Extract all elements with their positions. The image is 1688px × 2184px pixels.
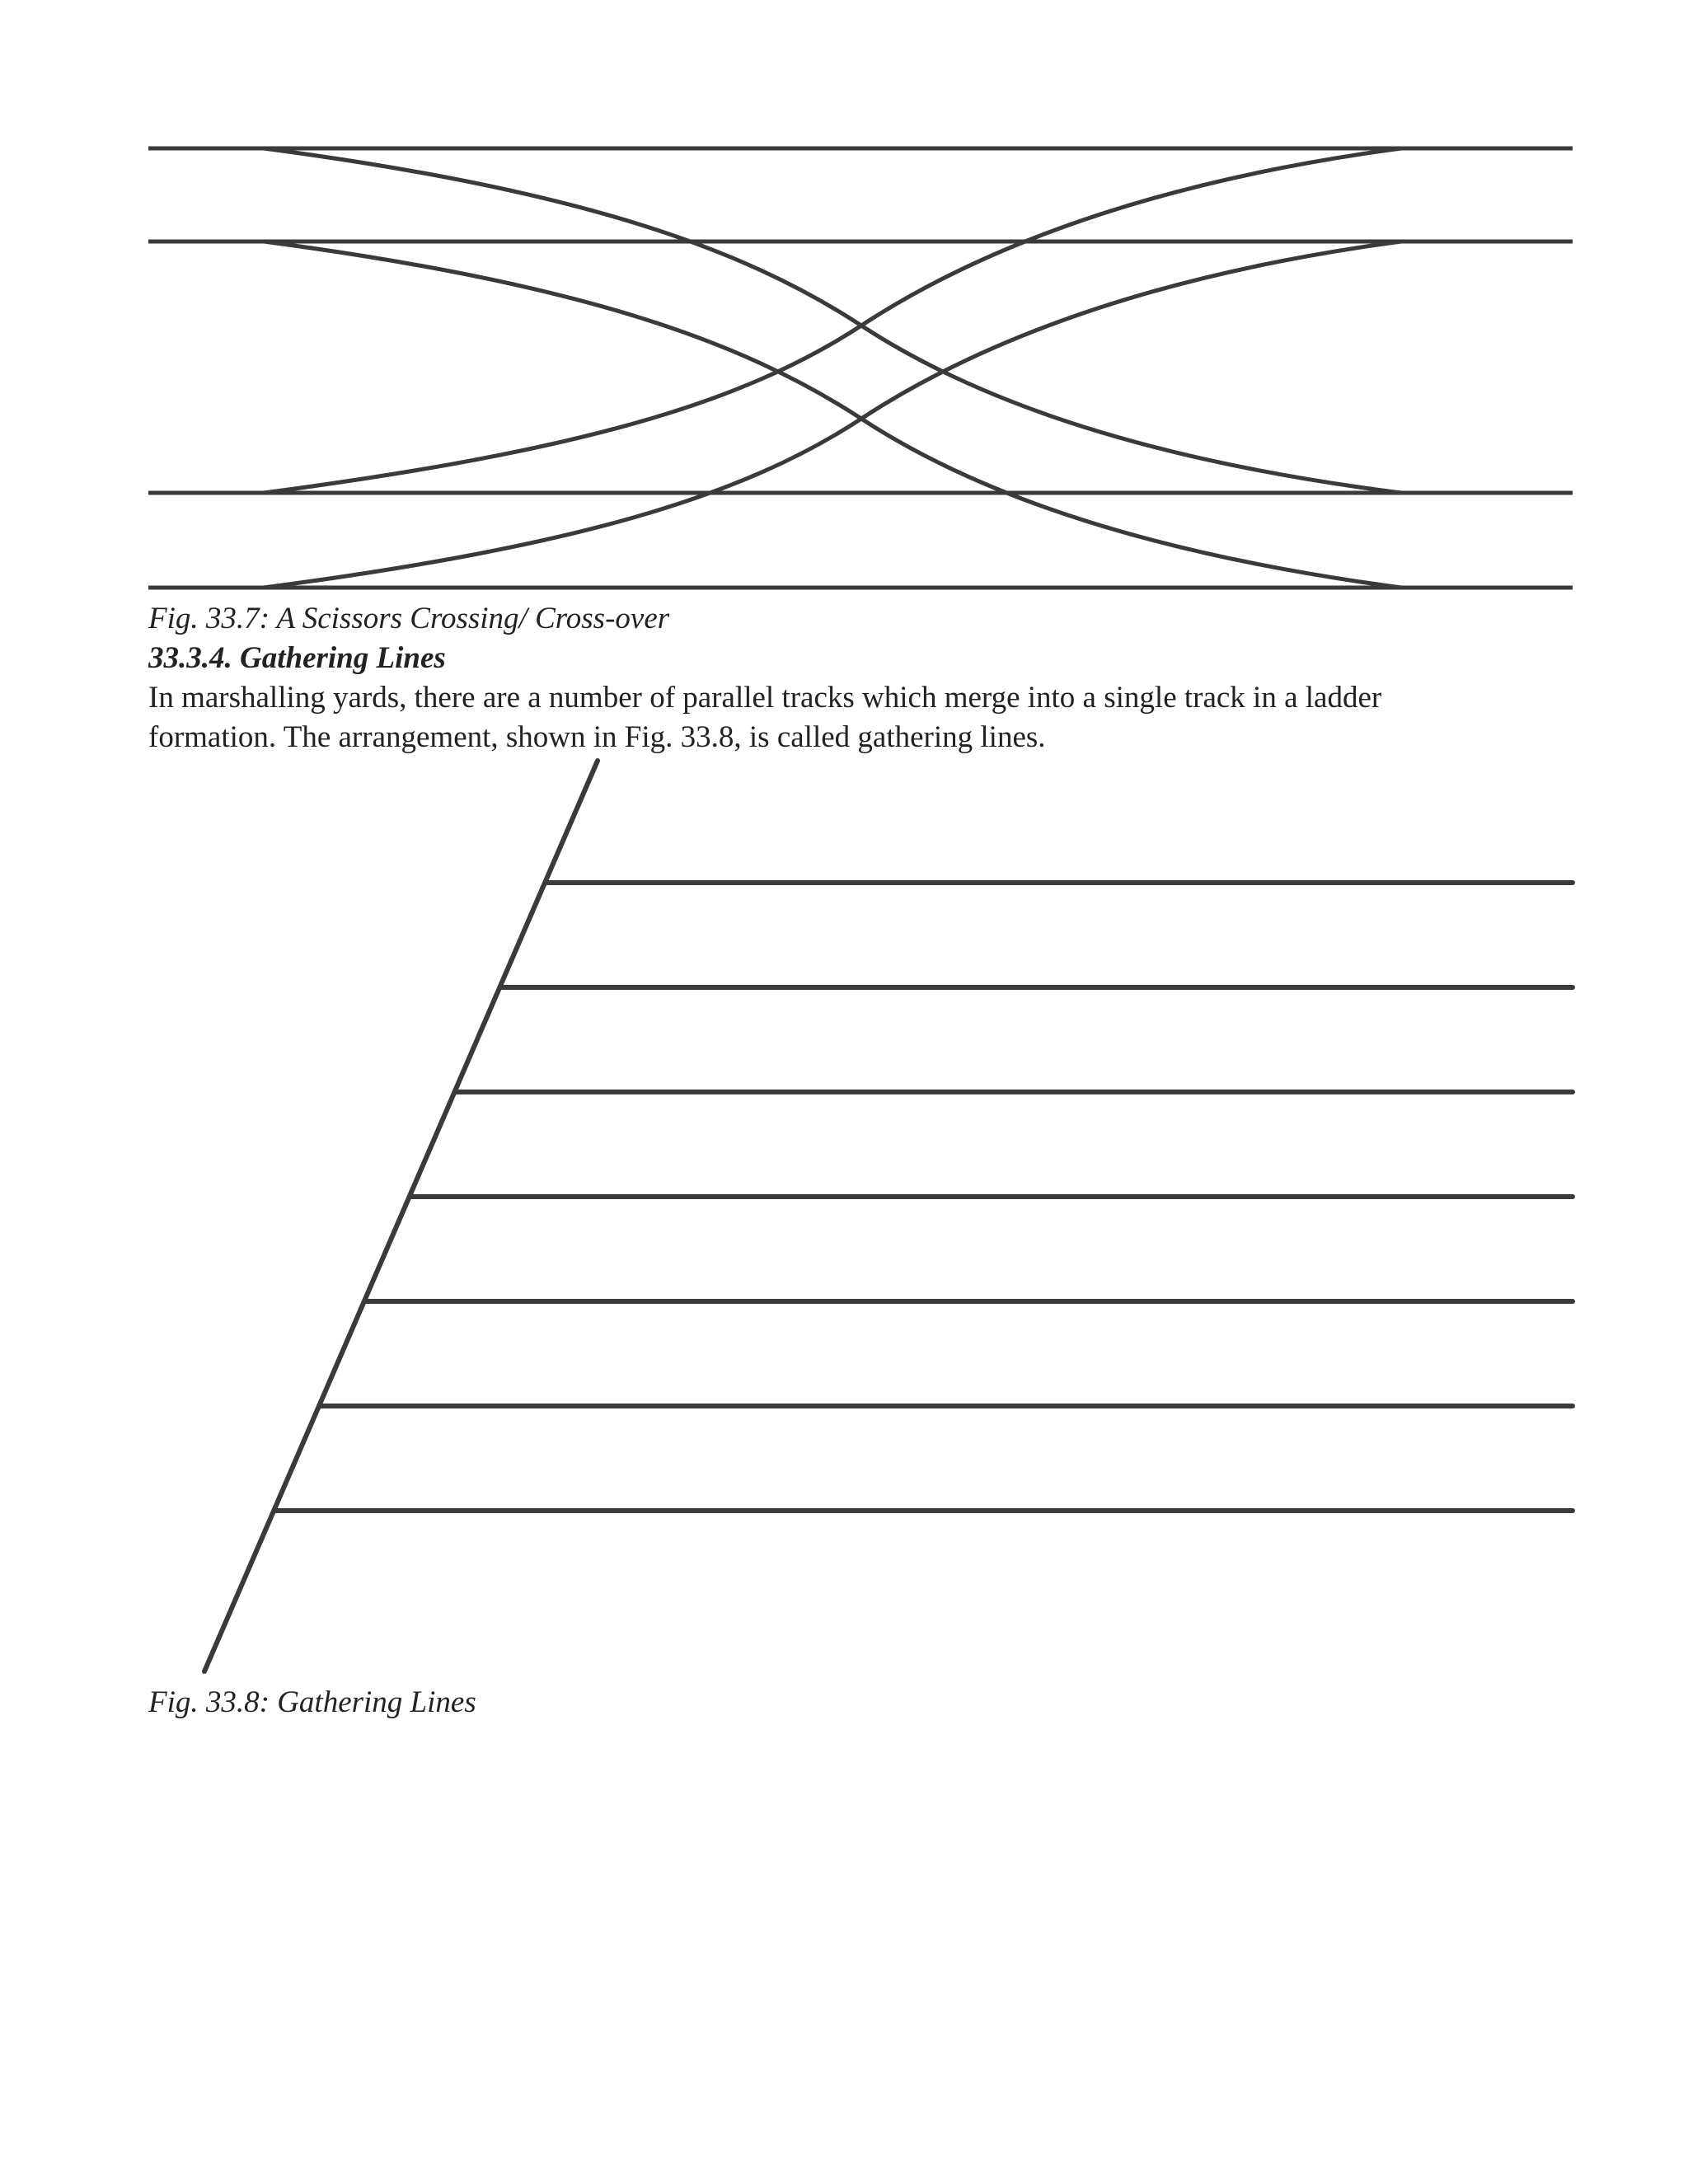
- paragraph-line: formation. The arrangement, shown in Fig. 33.8, is called gathering lines.: [148, 720, 1046, 754]
- figure-caption-scissors: Fig. 33.7: A Scissors Crossing/ Cross-over: [148, 602, 670, 635]
- scissors-crossing-diagram: [0, 0, 1688, 602]
- crossover-curve-1: [264, 148, 1401, 493]
- crossover-curve-3: [264, 148, 1401, 493]
- crossover-curve-2: [264, 241, 1401, 588]
- main-diagonal-track: [204, 761, 598, 1671]
- figure-caption-gathering: Fig. 33.8: Gathering Lines: [148, 1685, 476, 1719]
- paragraph-line: In marshalling yards, there are a number of parallel tracks which merge into a single track in a ladder: [148, 681, 1382, 715]
- crossover-curve-4: [264, 241, 1401, 588]
- section-heading: 33.3.4. Gathering Lines: [148, 641, 446, 675]
